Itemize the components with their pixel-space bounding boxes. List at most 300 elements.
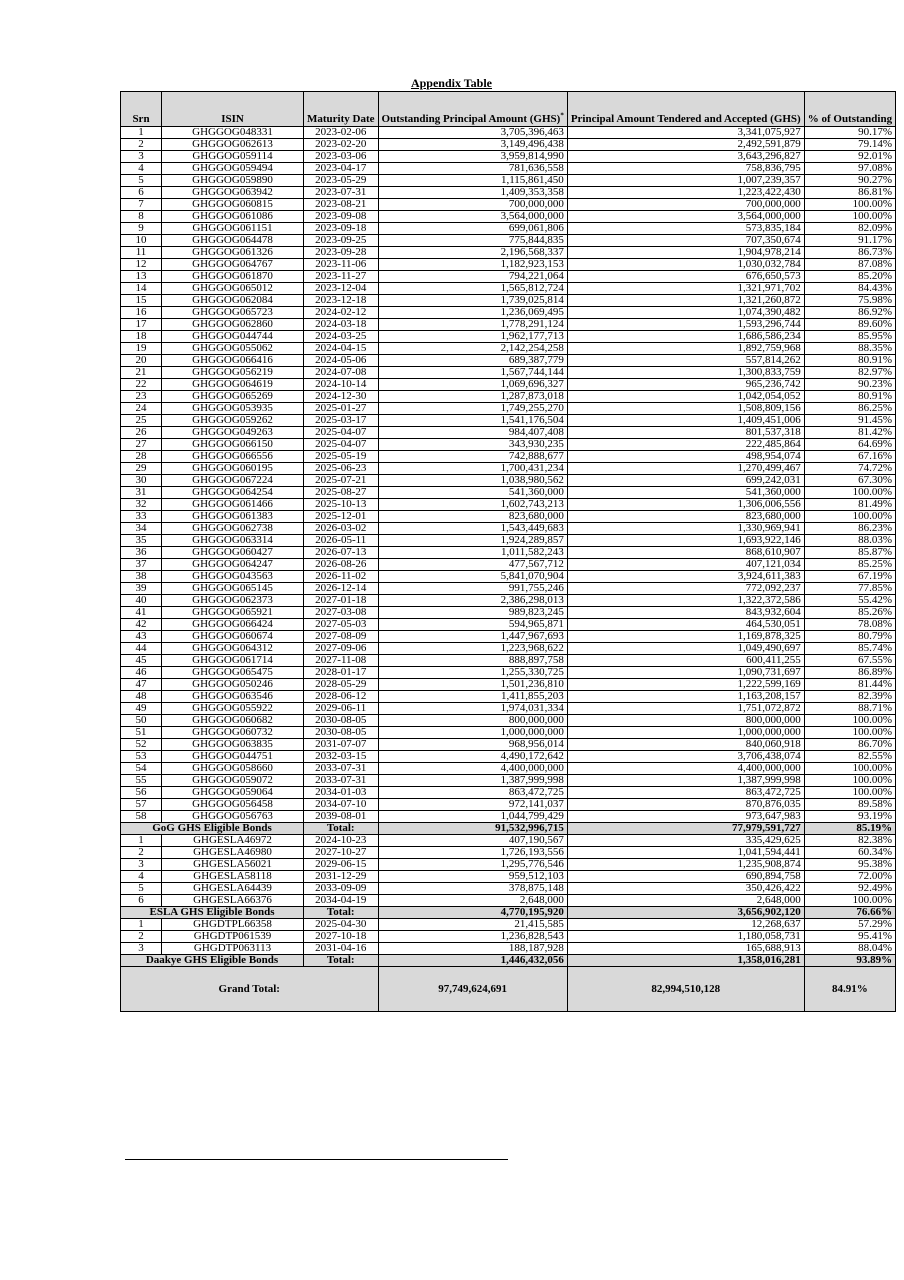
cell-pct: 80.91%	[804, 355, 895, 367]
cell-tendered: 1,235,908,874	[567, 859, 804, 871]
cell-pct: 85.26%	[804, 607, 895, 619]
cell-maturity-date: 2032-03-15	[304, 751, 379, 763]
cell-outstanding: 1,726,193,556	[378, 847, 567, 859]
cell-pct: 90.17%	[804, 127, 895, 139]
cell-srn: 12	[121, 259, 162, 271]
table-row	[121, 403, 896, 415]
cell-maturity-date: 2027-10-18	[304, 931, 379, 943]
cell-isin: GHGDTP061539	[162, 931, 304, 943]
table-row	[121, 595, 896, 607]
cell-srn: 40	[121, 595, 162, 607]
cell-pct: 64.69%	[804, 439, 895, 451]
table-row	[121, 307, 896, 319]
footnote-mark: *	[560, 111, 564, 120]
cell-maturity-date: 2023-03-06	[304, 151, 379, 163]
table-header-row	[121, 92, 896, 127]
footnote-rule	[125, 1159, 508, 1160]
cell-outstanding: 959,512,103	[378, 871, 567, 883]
table-row	[121, 763, 896, 775]
cell-pct: 100.00%	[804, 727, 895, 739]
cell-tendered: 800,000,000	[567, 715, 804, 727]
cell-tendered: 3,341,075,927	[567, 127, 804, 139]
cell-srn: 3	[121, 151, 162, 163]
cell-tendered: 1,321,971,702	[567, 283, 804, 295]
cell-isin: GHGGOG059262	[162, 415, 304, 427]
cell-outstanding: 775,844,835	[378, 235, 567, 247]
cell-tendered: 707,350,674	[567, 235, 804, 247]
cell-pct: 86.70%	[804, 739, 895, 751]
cell-pct: 72.00%	[804, 871, 895, 883]
cell-pct: 88.04%	[804, 943, 895, 955]
cell-outstanding: 188,187,928	[378, 943, 567, 955]
cell-srn: 2	[121, 847, 162, 859]
cell-pct: 85.74%	[804, 643, 895, 655]
cell-outstanding: 1,182,923,153	[378, 259, 567, 271]
cell-maturity-date: 2025-01-27	[304, 403, 379, 415]
cell-maturity-date: 2030-08-05	[304, 715, 379, 727]
cell-maturity-date: 2029-06-15	[304, 859, 379, 871]
cell-srn: 26	[121, 427, 162, 439]
cell-pct: 88.03%	[804, 535, 895, 547]
cell-isin: GHGGOG059494	[162, 163, 304, 175]
cell-isin: GHGGOG061383	[162, 511, 304, 523]
cell-tendered: 1,686,586,234	[567, 331, 804, 343]
cell-isin: GHGGOG063314	[162, 535, 304, 547]
cell-tendered: 600,411,255	[567, 655, 804, 667]
cell-pct: 100.00%	[804, 787, 895, 799]
cell-maturity-date: 2024-10-23	[304, 835, 379, 847]
cell-isin: GHGGOG061466	[162, 499, 304, 511]
cell-outstanding: 1,447,967,693	[378, 631, 567, 643]
cell-tendered: 1,593,296,744	[567, 319, 804, 331]
cell-isin: GHGGOG063835	[162, 739, 304, 751]
table-row	[121, 619, 896, 631]
table-row	[121, 775, 896, 787]
cell-srn: 29	[121, 463, 162, 475]
table-row	[121, 679, 896, 691]
cell-maturity-date: 2025-05-19	[304, 451, 379, 463]
cell-outstanding: 984,407,408	[378, 427, 567, 439]
cell-outstanding: 1,038,980,562	[378, 475, 567, 487]
cell-maturity-date: 2030-08-05	[304, 727, 379, 739]
cell-isin: GHGGOG064312	[162, 643, 304, 655]
cell-tendered: 1,163,208,157	[567, 691, 804, 703]
cell-tendered: 843,932,604	[567, 607, 804, 619]
cell-tendered: 1,042,054,052	[567, 391, 804, 403]
cell-pct: 100.00%	[804, 775, 895, 787]
table-row	[121, 523, 896, 535]
cell-srn: 58	[121, 811, 162, 823]
section-total-outstanding: 1,446,432,056	[378, 955, 567, 967]
table-row	[121, 187, 896, 199]
cell-maturity-date: 2027-08-09	[304, 631, 379, 643]
cell-isin: GHGGOG062084	[162, 295, 304, 307]
section-total-pct: 93.89%	[804, 955, 895, 967]
cell-maturity-date: 2029-06-11	[304, 703, 379, 715]
table-row	[121, 571, 896, 583]
table-row	[121, 151, 896, 163]
cell-isin: GHGGOG066424	[162, 619, 304, 631]
cell-tendered: 1,306,006,556	[567, 499, 804, 511]
cell-maturity-date: 2023-12-04	[304, 283, 379, 295]
cell-outstanding: 968,956,014	[378, 739, 567, 751]
cell-tendered: 4,400,000,000	[567, 763, 804, 775]
cell-maturity-date: 2033-07-31	[304, 763, 379, 775]
cell-isin: GHGGOG062738	[162, 523, 304, 535]
cell-isin: GHGESLA46980	[162, 847, 304, 859]
cell-pct: 100.00%	[804, 715, 895, 727]
cell-tendered: 1,904,978,214	[567, 247, 804, 259]
cell-pct: 100.00%	[804, 511, 895, 523]
cell-pct: 88.35%	[804, 343, 895, 355]
table-row	[121, 607, 896, 619]
cell-tendered: 222,485,864	[567, 439, 804, 451]
cell-maturity-date: 2024-03-18	[304, 319, 379, 331]
cell-isin: GHGGOG064247	[162, 559, 304, 571]
cell-pct: 85.95%	[804, 331, 895, 343]
cell-tendered: 1,751,072,872	[567, 703, 804, 715]
cell-tendered: 165,688,913	[567, 943, 804, 955]
cell-outstanding: 477,567,712	[378, 559, 567, 571]
cell-tendered: 350,426,422	[567, 883, 804, 895]
table-row	[121, 871, 896, 883]
cell-srn: 22	[121, 379, 162, 391]
cell-maturity-date: 2039-08-01	[304, 811, 379, 823]
cell-srn: 21	[121, 367, 162, 379]
cell-maturity-date: 2023-11-27	[304, 271, 379, 283]
cell-tendered: 1,322,372,586	[567, 595, 804, 607]
table-row	[121, 379, 896, 391]
cell-outstanding: 689,387,779	[378, 355, 567, 367]
cell-pct: 84.43%	[804, 283, 895, 295]
cell-srn: 48	[121, 691, 162, 703]
cell-srn: 2	[121, 931, 162, 943]
cell-isin: GHGGOG048331	[162, 127, 304, 139]
cell-maturity-date: 2033-07-31	[304, 775, 379, 787]
cell-srn: 18	[121, 331, 162, 343]
cell-isin: GHGGOG060195	[162, 463, 304, 475]
cell-tendered: 407,121,034	[567, 559, 804, 571]
cell-srn: 32	[121, 499, 162, 511]
cell-outstanding: 863,472,725	[378, 787, 567, 799]
cell-outstanding: 2,196,568,337	[378, 247, 567, 259]
table-row	[121, 175, 896, 187]
cell-outstanding: 972,141,037	[378, 799, 567, 811]
cell-pct: 95.38%	[804, 859, 895, 871]
cell-isin: GHGGOG056763	[162, 811, 304, 823]
cell-maturity-date: 2034-07-10	[304, 799, 379, 811]
cell-isin: GHGESLA58118	[162, 871, 304, 883]
section-total-outstanding: 4,770,195,920	[378, 907, 567, 919]
cell-pct: 86.89%	[804, 667, 895, 679]
cell-srn: 2	[121, 139, 162, 151]
cell-srn: 52	[121, 739, 162, 751]
cell-tendered: 1,321,260,872	[567, 295, 804, 307]
section-total-word: Total:	[304, 955, 379, 967]
cell-outstanding: 1,974,031,334	[378, 703, 567, 715]
header-pct-outstanding: % of Outstanding	[804, 92, 895, 127]
cell-maturity-date: 2034-04-19	[304, 895, 379, 907]
cell-srn: 28	[121, 451, 162, 463]
cell-maturity-date: 2025-12-01	[304, 511, 379, 523]
cell-tendered: 840,060,918	[567, 739, 804, 751]
cell-pct: 89.58%	[804, 799, 895, 811]
cell-pct: 82.97%	[804, 367, 895, 379]
cell-srn: 39	[121, 583, 162, 595]
cell-maturity-date: 2028-01-17	[304, 667, 379, 679]
section-total-tendered: 77,979,591,727	[567, 823, 804, 835]
table-row	[121, 811, 896, 823]
cell-maturity-date: 2025-04-30	[304, 919, 379, 931]
cell-tendered: 1,270,499,467	[567, 463, 804, 475]
cell-srn: 19	[121, 343, 162, 355]
cell-maturity-date: 2023-05-29	[304, 175, 379, 187]
table-row	[121, 163, 896, 175]
cell-tendered: 498,954,074	[567, 451, 804, 463]
cell-outstanding: 1,044,799,429	[378, 811, 567, 823]
cell-pct: 67.16%	[804, 451, 895, 463]
cell-isin: GHGDTP063113	[162, 943, 304, 955]
table-row	[121, 451, 896, 463]
cell-maturity-date: 2023-02-20	[304, 139, 379, 151]
table-row	[121, 559, 896, 571]
cell-tendered: 12,268,637	[567, 919, 804, 931]
cell-outstanding: 1,541,176,504	[378, 415, 567, 427]
cell-maturity-date: 2025-03-17	[304, 415, 379, 427]
cell-isin: GHGGOG064767	[162, 259, 304, 271]
cell-isin: GHGGOG058660	[162, 763, 304, 775]
cell-tendered: 758,836,795	[567, 163, 804, 175]
cell-maturity-date: 2028-06-12	[304, 691, 379, 703]
cell-tendered: 699,242,031	[567, 475, 804, 487]
cell-outstanding: 1,236,828,543	[378, 931, 567, 943]
cell-maturity-date: 2027-05-03	[304, 619, 379, 631]
cell-isin: GHGGOG064478	[162, 235, 304, 247]
cell-maturity-date: 2024-03-25	[304, 331, 379, 343]
cell-pct: 67.19%	[804, 571, 895, 583]
cell-pct: 80.91%	[804, 391, 895, 403]
cell-pct: 100.00%	[804, 487, 895, 499]
cell-maturity-date: 2025-07-21	[304, 475, 379, 487]
cell-pct: 60.34%	[804, 847, 895, 859]
cell-tendered: 464,530,051	[567, 619, 804, 631]
cell-tendered: 1,030,032,784	[567, 259, 804, 271]
cell-outstanding: 699,061,806	[378, 223, 567, 235]
table-row	[121, 415, 896, 427]
cell-maturity-date: 2027-11-08	[304, 655, 379, 667]
cell-maturity-date: 2031-12-29	[304, 871, 379, 883]
cell-srn: 47	[121, 679, 162, 691]
section-total-word: Total:	[304, 823, 379, 835]
cell-srn: 51	[121, 727, 162, 739]
cell-outstanding: 3,149,496,438	[378, 139, 567, 151]
cell-isin: GHGGOG066556	[162, 451, 304, 463]
cell-maturity-date: 2024-12-30	[304, 391, 379, 403]
section-total-tendered: 3,656,902,120	[567, 907, 804, 919]
cell-isin: GHGGOG066416	[162, 355, 304, 367]
cell-maturity-date: 2025-08-27	[304, 487, 379, 499]
section-total-label: Daakye GHS Eligible Bonds	[121, 955, 304, 967]
cell-outstanding: 3,705,396,463	[378, 127, 567, 139]
cell-outstanding: 378,875,148	[378, 883, 567, 895]
cell-isin: GHGGOG055062	[162, 343, 304, 355]
table-row	[121, 199, 896, 211]
cell-srn: 4	[121, 871, 162, 883]
cell-isin: GHGGOG061870	[162, 271, 304, 283]
table-row	[121, 655, 896, 667]
table-row	[121, 787, 896, 799]
cell-maturity-date: 2025-04-07	[304, 427, 379, 439]
header-maturity-date: Maturity Date	[304, 92, 379, 127]
cell-pct: 67.55%	[804, 655, 895, 667]
cell-outstanding: 1,778,291,124	[378, 319, 567, 331]
cell-isin: GHGGOG066150	[162, 439, 304, 451]
table-row	[121, 331, 896, 343]
cell-pct: 100.00%	[804, 211, 895, 223]
cell-isin: GHGGOG056219	[162, 367, 304, 379]
cell-srn: 13	[121, 271, 162, 283]
cell-srn: 49	[121, 703, 162, 715]
table-row	[121, 511, 896, 523]
cell-maturity-date: 2023-09-25	[304, 235, 379, 247]
cell-outstanding: 742,888,677	[378, 451, 567, 463]
cell-tendered: 801,537,318	[567, 427, 804, 439]
cell-tendered: 1,180,058,731	[567, 931, 804, 943]
cell-tendered: 1,892,759,968	[567, 343, 804, 355]
cell-srn: 10	[121, 235, 162, 247]
cell-maturity-date: 2026-08-26	[304, 559, 379, 571]
cell-isin: GHGGOG061714	[162, 655, 304, 667]
cell-isin: GHGGOG062373	[162, 595, 304, 607]
cell-outstanding: 1,700,431,234	[378, 463, 567, 475]
cell-isin: GHGESLA64439	[162, 883, 304, 895]
cell-tendered: 863,472,725	[567, 787, 804, 799]
table-row	[121, 883, 896, 895]
cell-isin: GHGGOG060732	[162, 727, 304, 739]
cell-srn: 23	[121, 391, 162, 403]
cell-srn: 1	[121, 127, 162, 139]
cell-maturity-date: 2027-09-06	[304, 643, 379, 655]
cell-srn: 45	[121, 655, 162, 667]
cell-outstanding: 3,564,000,000	[378, 211, 567, 223]
cell-tendered: 1,169,878,325	[567, 631, 804, 643]
cell-isin: GHGGOG067224	[162, 475, 304, 487]
cell-pct: 91.45%	[804, 415, 895, 427]
grand-total-outstanding: 97,749,624,691	[378, 967, 567, 1012]
cell-tendered: 1,409,451,006	[567, 415, 804, 427]
cell-isin: GHGESLA56021	[162, 859, 304, 871]
cell-outstanding: 1,115,861,450	[378, 175, 567, 187]
table-row	[121, 895, 896, 907]
table-row	[121, 499, 896, 511]
table-row	[121, 859, 896, 871]
table-row	[121, 343, 896, 355]
cell-tendered: 541,360,000	[567, 487, 804, 499]
cell-tendered: 1,049,490,697	[567, 643, 804, 655]
cell-tendered: 823,680,000	[567, 511, 804, 523]
cell-isin: GHGGOG060427	[162, 547, 304, 559]
cell-outstanding: 1,409,353,358	[378, 187, 567, 199]
cell-pct: 86.73%	[804, 247, 895, 259]
cell-pct: 86.25%	[804, 403, 895, 415]
cell-pct: 89.60%	[804, 319, 895, 331]
table-row	[121, 439, 896, 451]
cell-isin: GHGGOG050246	[162, 679, 304, 691]
cell-srn: 8	[121, 211, 162, 223]
cell-isin: GHGGOG062613	[162, 139, 304, 151]
cell-outstanding: 1,411,855,203	[378, 691, 567, 703]
appendix-title: Appendix Table	[410, 76, 493, 90]
cell-isin: GHGGOG043563	[162, 571, 304, 583]
cell-srn: 24	[121, 403, 162, 415]
cell-outstanding: 1,011,582,243	[378, 547, 567, 559]
cell-outstanding: 700,000,000	[378, 199, 567, 211]
cell-pct: 85.25%	[804, 559, 895, 571]
cell-srn: 36	[121, 547, 162, 559]
cell-pct: 86.81%	[804, 187, 895, 199]
cell-tendered: 965,236,742	[567, 379, 804, 391]
grand-total-pct: 84.91%	[804, 967, 895, 1012]
cell-maturity-date: 2023-09-18	[304, 223, 379, 235]
cell-outstanding: 1,962,177,713	[378, 331, 567, 343]
cell-maturity-date: 2031-04-16	[304, 943, 379, 955]
cell-pct: 100.00%	[804, 199, 895, 211]
section-total-label: GoG GHS Eligible Bonds	[121, 823, 304, 835]
cell-tendered: 1,330,969,941	[567, 523, 804, 535]
cell-tendered: 557,814,262	[567, 355, 804, 367]
cell-pct: 86.92%	[804, 307, 895, 319]
table-row	[121, 847, 896, 859]
cell-srn: 44	[121, 643, 162, 655]
cell-tendered: 3,564,000,000	[567, 211, 804, 223]
cell-pct: 74.72%	[804, 463, 895, 475]
cell-tendered: 2,492,591,879	[567, 139, 804, 151]
cell-tendered: 870,876,035	[567, 799, 804, 811]
cell-srn: 14	[121, 283, 162, 295]
section-total-row	[121, 955, 896, 967]
cell-isin: GHGGOG063546	[162, 691, 304, 703]
cell-pct: 81.44%	[804, 679, 895, 691]
cell-isin: GHGGOG061326	[162, 247, 304, 259]
cell-srn: 3	[121, 943, 162, 955]
cell-outstanding: 541,360,000	[378, 487, 567, 499]
cell-srn: 33	[121, 511, 162, 523]
cell-maturity-date: 2024-07-08	[304, 367, 379, 379]
cell-maturity-date: 2026-12-14	[304, 583, 379, 595]
cell-outstanding: 2,142,254,258	[378, 343, 567, 355]
cell-isin: GHGGOG059072	[162, 775, 304, 787]
cell-isin: GHGGOG056458	[162, 799, 304, 811]
cell-srn: 53	[121, 751, 162, 763]
cell-isin: GHGGOG044744	[162, 331, 304, 343]
cell-outstanding: 1,543,449,683	[378, 523, 567, 535]
cell-tendered: 973,647,983	[567, 811, 804, 823]
cell-pct: 95.41%	[804, 931, 895, 943]
table-row	[121, 271, 896, 283]
cell-tendered: 3,924,611,383	[567, 571, 804, 583]
cell-srn: 9	[121, 223, 162, 235]
cell-maturity-date: 2027-10-27	[304, 847, 379, 859]
table-row	[121, 319, 896, 331]
cell-srn: 1	[121, 919, 162, 931]
cell-srn: 11	[121, 247, 162, 259]
cell-isin: GHGGOG065012	[162, 283, 304, 295]
table-row	[121, 547, 896, 559]
cell-srn: 43	[121, 631, 162, 643]
cell-pct: 92.01%	[804, 151, 895, 163]
cell-maturity-date: 2025-04-07	[304, 439, 379, 451]
cell-srn: 3	[121, 859, 162, 871]
